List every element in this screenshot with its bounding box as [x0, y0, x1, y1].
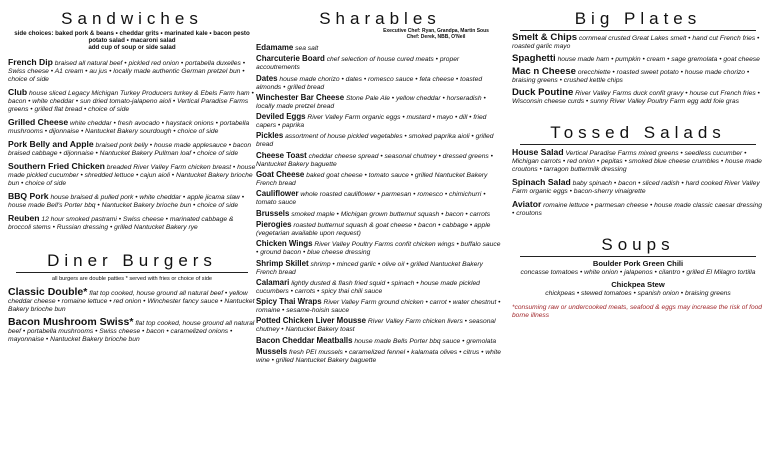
menu-item	[512, 89, 764, 106]
menu-item-description: Stone Pale Ale • yellow cheddar • horseradish • locally made pretzel bread	[256, 94, 486, 110]
menu-item-name: Reuben	[8, 212, 40, 223]
menu-item-description: River Valley Farms duck confit gravy • house cut French fries • Wisconsin cheese curds • sunny River Valley Poultry Farm egg add foie gras	[512, 90, 760, 105]
menu-item-description: chickpeas • stewed tomatoes • spanish onion • braising greens	[545, 290, 731, 297]
soups-list	[512, 260, 764, 298]
sharables-heading: Sharables	[319, 9, 441, 28]
menu-item-name: Duck Poutine	[512, 87, 574, 98]
divider	[16, 272, 248, 273]
menu-item-name: BBQ Pork	[8, 190, 49, 201]
chef-credit: Executive Chef: Ryan, Grandpa, Martin Sous Chef: Derek, NBB, O'Neil	[383, 28, 489, 40]
menu-item	[256, 298, 504, 315]
menu-item-description: house sliced Legacy Michigan Turkey Producers turkey & Ebels Farm ham • bacon • white cheddar • sun dried tomato-jalapeno aioli • Vertical Paradise Farms greens • grilled flat bread • choice of side	[8, 89, 254, 113]
menu-item-name: House Salad	[512, 147, 564, 157]
menu-item-name: Shrimp Skillet	[256, 258, 309, 268]
big-plates-heading: Big Plates	[574, 9, 702, 28]
menu-item	[512, 148, 764, 174]
menu-item	[256, 75, 504, 92]
menu-item	[512, 281, 764, 298]
menu-item	[256, 113, 504, 130]
menu-item	[256, 240, 504, 257]
menu-item-description: River Valley Farm ground chicken • carrot • water chestnut • romaine • sesame-hoisin sauce	[256, 299, 501, 315]
menu-item-description: white cheddar • fresh avocado • haystack onions • portabella mushrooms • dijonnaise • Nantucket Bakery sourdough • choice of side	[8, 119, 250, 135]
menu-item-description: smoked maple • Michigan grown butternut squash • bacon • carrots	[291, 210, 491, 218]
menu-item	[256, 44, 504, 53]
salads-list	[512, 148, 764, 218]
menu-item-description: River Valley Farm organic eggs • mustard • mayo • dill • fried capers • paprika	[256, 114, 487, 130]
menu-item	[256, 171, 504, 188]
menu-item	[512, 55, 764, 64]
menu-item	[8, 118, 256, 136]
menu-item-description: River Valley Poultry Farms confit chicken wings • buffalo sauce • ground bacon • blue cheese dressing	[256, 241, 501, 257]
menu-item-name: Boulder Pork Green Chili	[592, 259, 684, 268]
menu-item-name: Pierogies	[256, 219, 292, 229]
menu-item-name: Potted Chicken Liver Mousse	[256, 316, 367, 326]
side-choices-note: side choices: baked pork & beans • cheddar grits • marinated kale • bacon pesto potato salad • macaroni salad	[14, 30, 250, 45]
menu-item-description: concasse tomatoes • white onion • jalapenos • cilantro • grilled El Milagro tortilla	[520, 269, 756, 276]
food-safety-warning: *consuming raw or undercooked meats, seafood & eggs may increase the risk of food borne illness	[512, 304, 762, 319]
divider	[520, 144, 756, 145]
menu-item-name: Mussels	[256, 347, 288, 357]
menu-item-description: 12 hour smoked pastrami • Swiss cheese • marinated cabbage & broccoli stems • Russian dressing • grilled Nantucket Bakery rye	[8, 215, 234, 231]
menu-item-name: Bacon Cheddar Meatballs	[256, 335, 353, 345]
menu-item-description: breaded River Valley Farm chicken breast • house made pickled cucumber • shredded lettuce • cajun aioli • Nantucket Bakery brioche bun • choice of side	[8, 163, 256, 187]
menu-item-name: Goat Cheese	[256, 170, 305, 180]
menu-item-name: Aviator	[512, 199, 542, 209]
menu-item-name: Club	[8, 86, 28, 97]
menu-item-description: shrimp • minced garlic • olive oil • grilled Nantucket Bakery French bread	[256, 260, 483, 276]
menu-item-description: braised pork belly • house made applesauce • bacon braised cabbage • dijonnaise • Nantucket Bakery Pullman loaf • choice of side	[8, 141, 252, 157]
menu-item	[256, 152, 504, 169]
menu-item-description: baked goat cheese • tomato sauce • grilled Nantucket Bakery French bread	[256, 172, 488, 188]
menu-item-name: Spaghetti	[512, 53, 556, 64]
menu-item	[512, 68, 764, 85]
menu-item	[8, 288, 256, 314]
menu-item-description: house made chorizo • dates • romesco sauce • feta cheese • toasted almonds • grilled bread	[256, 75, 483, 91]
sandwiches-heading: Sandwiches	[61, 9, 203, 28]
menu-item	[256, 55, 504, 72]
menu-item-description: River Valley Farm chicken livers • seasonal chutney • Nantucket Bakery toast	[256, 318, 496, 334]
menu-item-name: Cheese Toast	[256, 150, 307, 160]
menu-item	[512, 200, 764, 218]
menu-item	[256, 210, 504, 219]
menu-item-description: chef selection of house cured meats • proper accoutrements	[256, 56, 460, 72]
diner-burgers-heading: Diner Burgers	[47, 250, 217, 270]
menu-item	[8, 318, 256, 344]
big-plates-list	[512, 34, 764, 106]
sharables-list	[256, 44, 504, 365]
menu-item-description: sea salt	[295, 45, 319, 52]
menu-item	[256, 260, 504, 277]
menu-item	[256, 221, 504, 238]
divider	[520, 30, 756, 31]
menu-item-name: Spicy Thai Wraps	[256, 297, 322, 307]
menu-item-description: whole roasted cauliflower • parmesan • romesco • chimichurri • tomato sauce	[256, 191, 486, 207]
menu-item-name: Bacon Mushroom Swiss*	[8, 316, 134, 329]
menu-item-name: Edamame	[256, 43, 294, 52]
menu-item-description: baby spinach • bacon • sliced radish • hard cooked River Valley Farm organic eggs • bacon-sherry vinaigrette	[512, 180, 760, 195]
left-column	[8, 10, 256, 348]
divider	[520, 256, 756, 257]
menu-item	[8, 162, 256, 188]
menu-item	[8, 214, 256, 232]
menu-item	[8, 58, 256, 84]
menu-item-name: Chicken Wings	[256, 239, 313, 249]
menu-item	[256, 348, 504, 365]
menu-item-description: cheddar cheese spread • seasonal chutney • dressed greens • Nantucket Bakery baguette	[256, 152, 493, 168]
menu-item-name: Southern Fried Chicken	[8, 160, 105, 171]
sandwich-list	[8, 58, 256, 232]
menu-item-name: Smelt & Chips	[512, 32, 578, 43]
menu-item-description: lightly dusted & flash fried squid • spinach • house made pickled cucumbers • carrots • spicy thai chili sauce	[256, 279, 480, 295]
menu-item	[512, 34, 764, 51]
soups-heading: Soups	[601, 235, 675, 254]
menu-item	[8, 88, 256, 114]
menu-item-description: fresh PEI mussels • caramelized fennel • kalamata olives • citrus • white wine • grilled Nantucket Bakery baguette	[256, 349, 501, 365]
menu-item-name: Spinach Salad	[512, 177, 571, 187]
menu-item-description: Vertical Paradise Farms mixed greens • seedless cucumber • Michigan carrots • red onion • pepitas • smoked blue cheese crumbles • house made croutons • tarragon buttermilk dressing	[512, 150, 762, 173]
menu-item-name: Pork Belly and Apple	[8, 138, 94, 149]
menu-item-description: assortment of house pickled vegetables • smoked paprika aioli • grilled bread	[256, 133, 494, 149]
menu-item-name: Mac n Cheese	[512, 66, 576, 77]
menu-item	[256, 190, 504, 207]
middle-column	[256, 10, 504, 367]
add-soup-note: add cup of soup or side salad	[88, 44, 176, 52]
menu-item-name: Dates	[256, 73, 278, 83]
menu-item	[512, 178, 764, 196]
menu-item-description: roasted butternut squash & goat cheese • bacon • cabbage • apple (vegetarian available upon request)	[256, 221, 491, 237]
menu-item-name: Deviled Eggs	[256, 112, 306, 122]
menu-item-name: Classic Double*	[8, 286, 88, 299]
tossed-salads-heading: Tossed Salads	[550, 123, 726, 142]
menu-item-description: cornmeal crusted Great Lakes smelt • hand cut French fries • roasted garlic mayo	[512, 35, 760, 50]
menu-item-name: Charcuterie Board	[256, 54, 325, 64]
menu-item	[256, 94, 504, 111]
menu-item	[8, 192, 256, 210]
menu-item-description: house braised & pulled pork • white cheddar • apple jicama slaw • house made Bell's Porter bbq • Nantucket Bakery brioche bun • choice of side	[8, 193, 245, 209]
menu-item-name: Pickles	[256, 131, 284, 141]
menu-item-description: braised all natural beef • pickled red onion • portabella duxelles • Swiss cheese • A1 cream • au jus • locally made authentic German pretzel bun • choice of side	[8, 59, 246, 83]
menu-item	[256, 317, 504, 334]
menu-item-name: Winchester Bar Cheese	[256, 92, 345, 102]
menu-item-name: Chickpea Stew	[611, 280, 665, 289]
menu-item-description: orecchiette • roasted sweet potato • house made chorizo • braising greens • crushed kettle chips	[512, 69, 750, 84]
burger-note: all burgers are double patties * served with fries or choice of side	[51, 275, 213, 282]
menu-item-description: house made Bells Porter bbq sauce • gremolata	[354, 337, 497, 345]
right-column	[512, 10, 764, 320]
menu-item-name: Calamari	[256, 277, 290, 287]
burger-list	[8, 288, 256, 344]
menu-item-name: Grilled Cheese	[8, 116, 69, 127]
menu-item-description: romaine lettuce • parmesan cheese • house made classic caesar dressing • croutons	[512, 202, 762, 217]
menu-item	[256, 132, 504, 149]
menu-item-name: French Dip	[8, 56, 53, 67]
menu-item	[512, 260, 764, 277]
menu-item	[256, 337, 504, 346]
menu-item-description: flat top cooked, house ground all natural beef • portabella mushrooms • Swiss cheese • bacon • caramelized onions • mayonnaise • Nantucket Bakery brioche bun	[8, 320, 255, 344]
menu-item-description: flat top cooked, house ground all natural beef • yellow cheddar cheese • romaine lettuce • red onion • Winchester fancy sauce • Nantucket Bakery brioche bun	[8, 290, 255, 314]
menu-item-name: Cauliflower	[256, 189, 299, 199]
menu-item	[256, 279, 504, 296]
menu-item-name: Brussels	[256, 208, 290, 218]
menu-item	[8, 140, 256, 158]
menu-item-description: house made ham • pumpkin • cream • sage gremolata • goat cheese	[557, 56, 760, 63]
